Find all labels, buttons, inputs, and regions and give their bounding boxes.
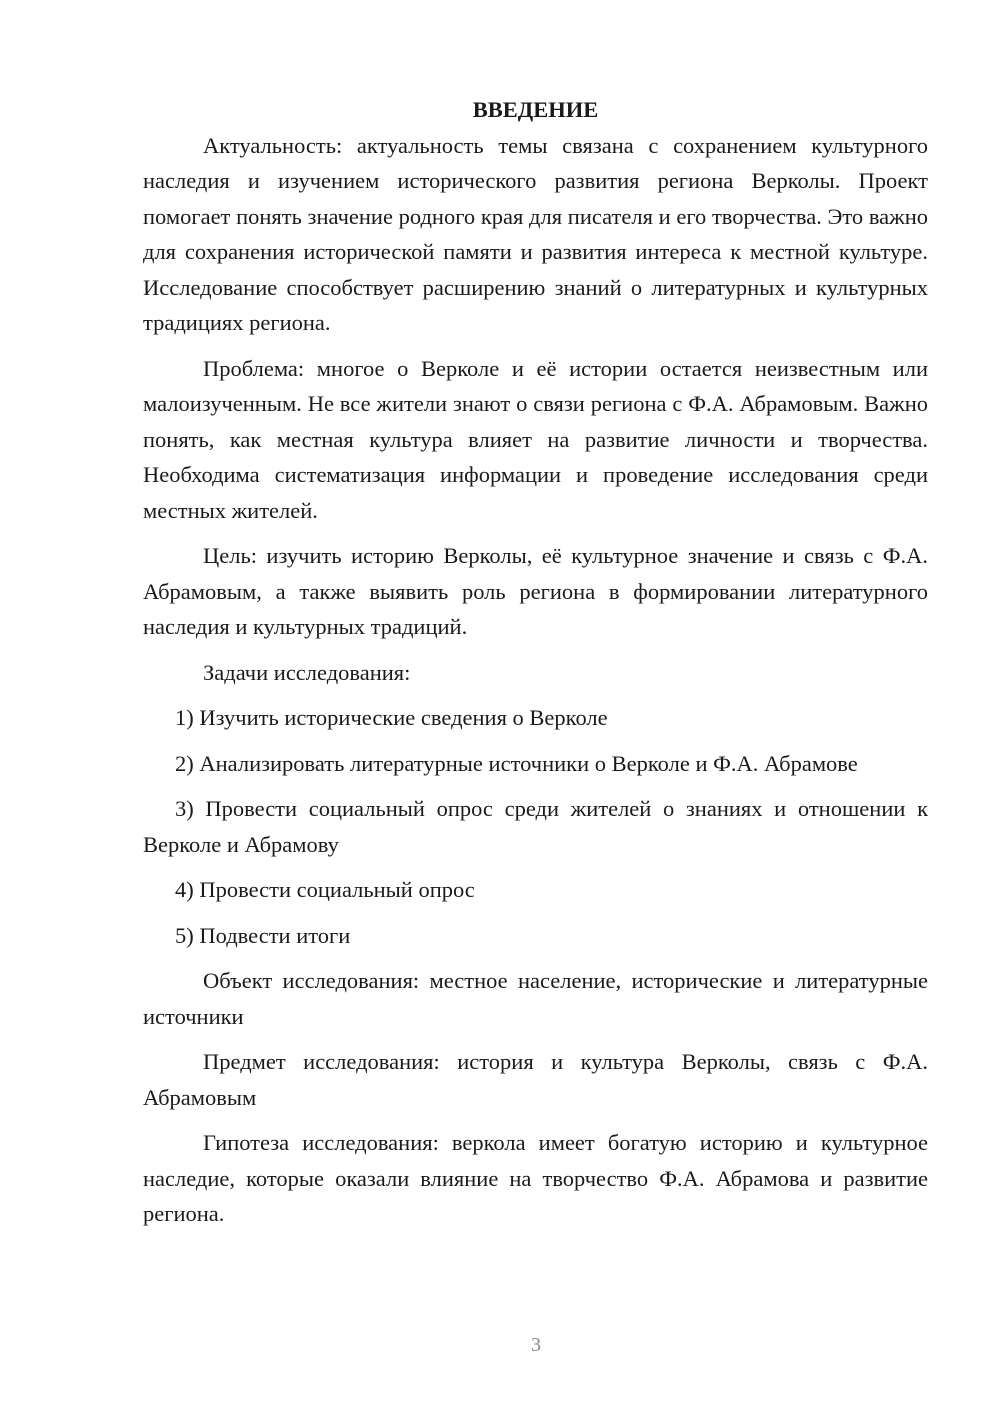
object-paragraph: Объект исследования: местное население, исторические и литературные источники: [143, 968, 928, 1029]
task-item: 3) Провести социальный опрос среди жителей о знаниях и отношении к Верколе и Абрамову: [143, 796, 928, 857]
relevance-paragraph: Актуальность: актуальность темы связана с сохранением культурного наследия и изучением исторического развития региона Верколы. Проект помогает понять значение родного края для писателя и его творчества. Это важно для сохранения исторической памяти и развития интереса к местной культуре. Исследование способствует расширению знаний о литературных и культурных традициях региона.: [143, 132, 928, 335]
page-number: 3: [531, 1334, 541, 1356]
task-item: 2) Анализировать литературные источники о Верколе и Ф.А. Абрамове: [175, 750, 858, 776]
goal-paragraph: Цель: изучить историю Верколы, её культурное значение и связь с Ф.А. Абрамовым, а также выявить роль региона в формировании литературного наследия и культурных традиций.: [143, 543, 928, 639]
subject-paragraph: Предмет исследования: история и культура Верколы, связь с Ф.А. Абрамовым: [143, 1049, 928, 1110]
hypothesis-paragraph: Гипотеза исследования: веркола имеет богатую историю и культурное наследие, которые оказали влияние на творчество Ф.А. Абрамова и развитие региона.: [143, 1130, 928, 1226]
tasks-heading: Задачи исследования:: [203, 659, 411, 685]
task-item: 5) Подвести итоги: [175, 922, 351, 948]
task-item: 1) Изучить исторические сведения о Верколе: [175, 705, 608, 730]
page-title: ВВЕДЕНИЕ: [472, 97, 599, 122]
problem-paragraph: Проблема: многое о Верколе и её истории остается неизвестным или малоизученным. Не все жители знают о связи региона с Ф.А. Абрамовым. Важно понять, как местная культура влияет на развитие личности и творчества. Необходима систематизация информации и проведение исследования среди местных жителей.: [143, 355, 928, 523]
page-content: [143, 92, 928, 1242]
task-item: 4) Провести социальный опрос: [175, 877, 475, 902]
